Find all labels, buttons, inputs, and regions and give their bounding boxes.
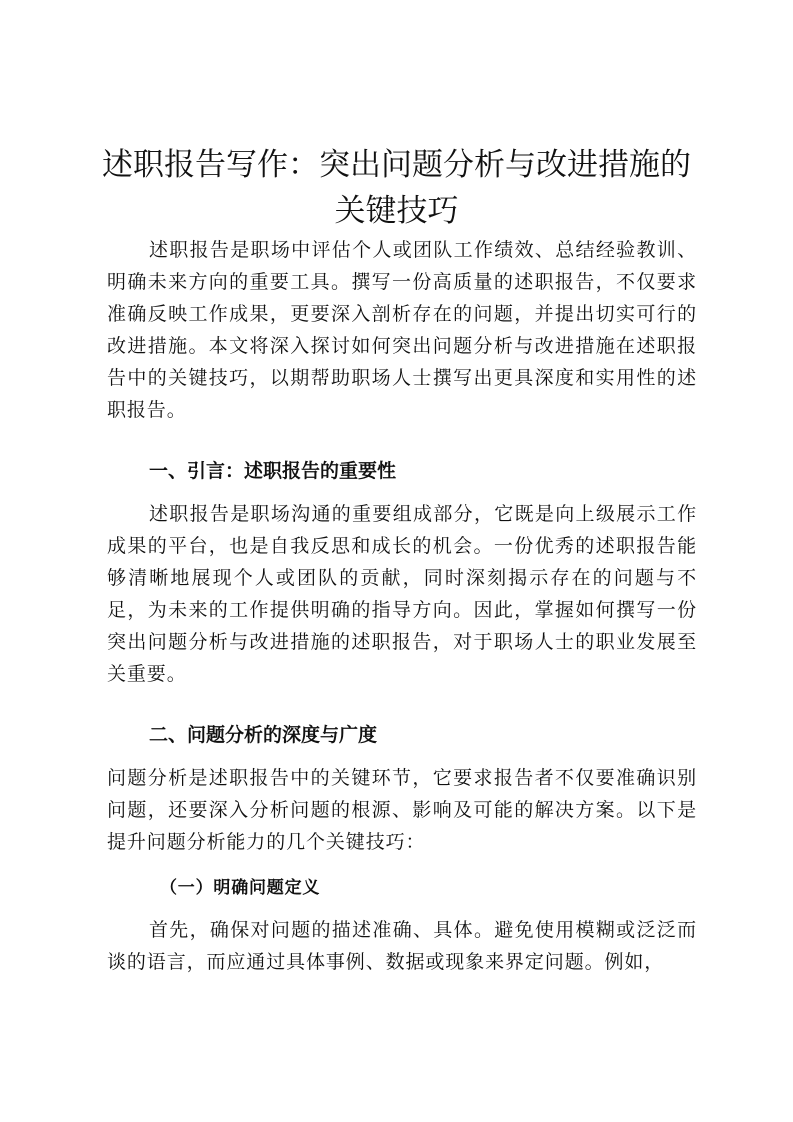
section-paragraph-importance: 述职报告是职场沟通的重要组成部分，它既是向上级展示工作成果的平台，也是自我反思和成长的机会。一份优秀的述职报告能够清晰地展现个人或团队的贡献，同时深刻揭示存在的问题与不足，为未来的工作提供明确的指导方向。因此，掌握如何撰写一份突出问题分析与改进措施的述职报告，对于职场人士的职业发展至关重要。 (107, 503, 697, 685)
subsection-paragraph-define-problem: 首先，确保对问题的描述准确、具体。避免使用模糊或泛泛而谈的语言，而应通过具体事例、数据或现象来界定问题。例如， (107, 919, 697, 973)
document-title: 述职报告写作：突出问题分析与改进措施的关键技巧 (102, 147, 691, 229)
intro-paragraph: 述职报告是职场中评估个人或团队工作绩效、总结经验教训、明确未来方向的重要工具。撰写一份高质量的述职报告，不仅要求准确反映工作成果，更要深入剖析存在的问题，并提出切实可行的改进措施。本文将深入探讨如何突出问题分析与改进措施在述职报告中的关键技巧，以期帮助职场人士撰写出更具深度和实用性的述职报告。 (107, 239, 697, 421)
section-heading-importance: 一、引言：述职报告的重要性 (149, 460, 397, 482)
section-heading-problem-analysis: 二、问题分析的深度与广度 (149, 724, 378, 746)
subsection-heading-define-problem: （一）明确问题定义 (160, 878, 321, 898)
section-paragraph-problem-analysis: 问题分析是述职报告中的关键环节，它要求报告者不仅要准确识别问题，还要深入分析问题的根源、影响及可能的解决方案。以下是提升问题分析能力的几个关键技巧： (107, 767, 697, 853)
